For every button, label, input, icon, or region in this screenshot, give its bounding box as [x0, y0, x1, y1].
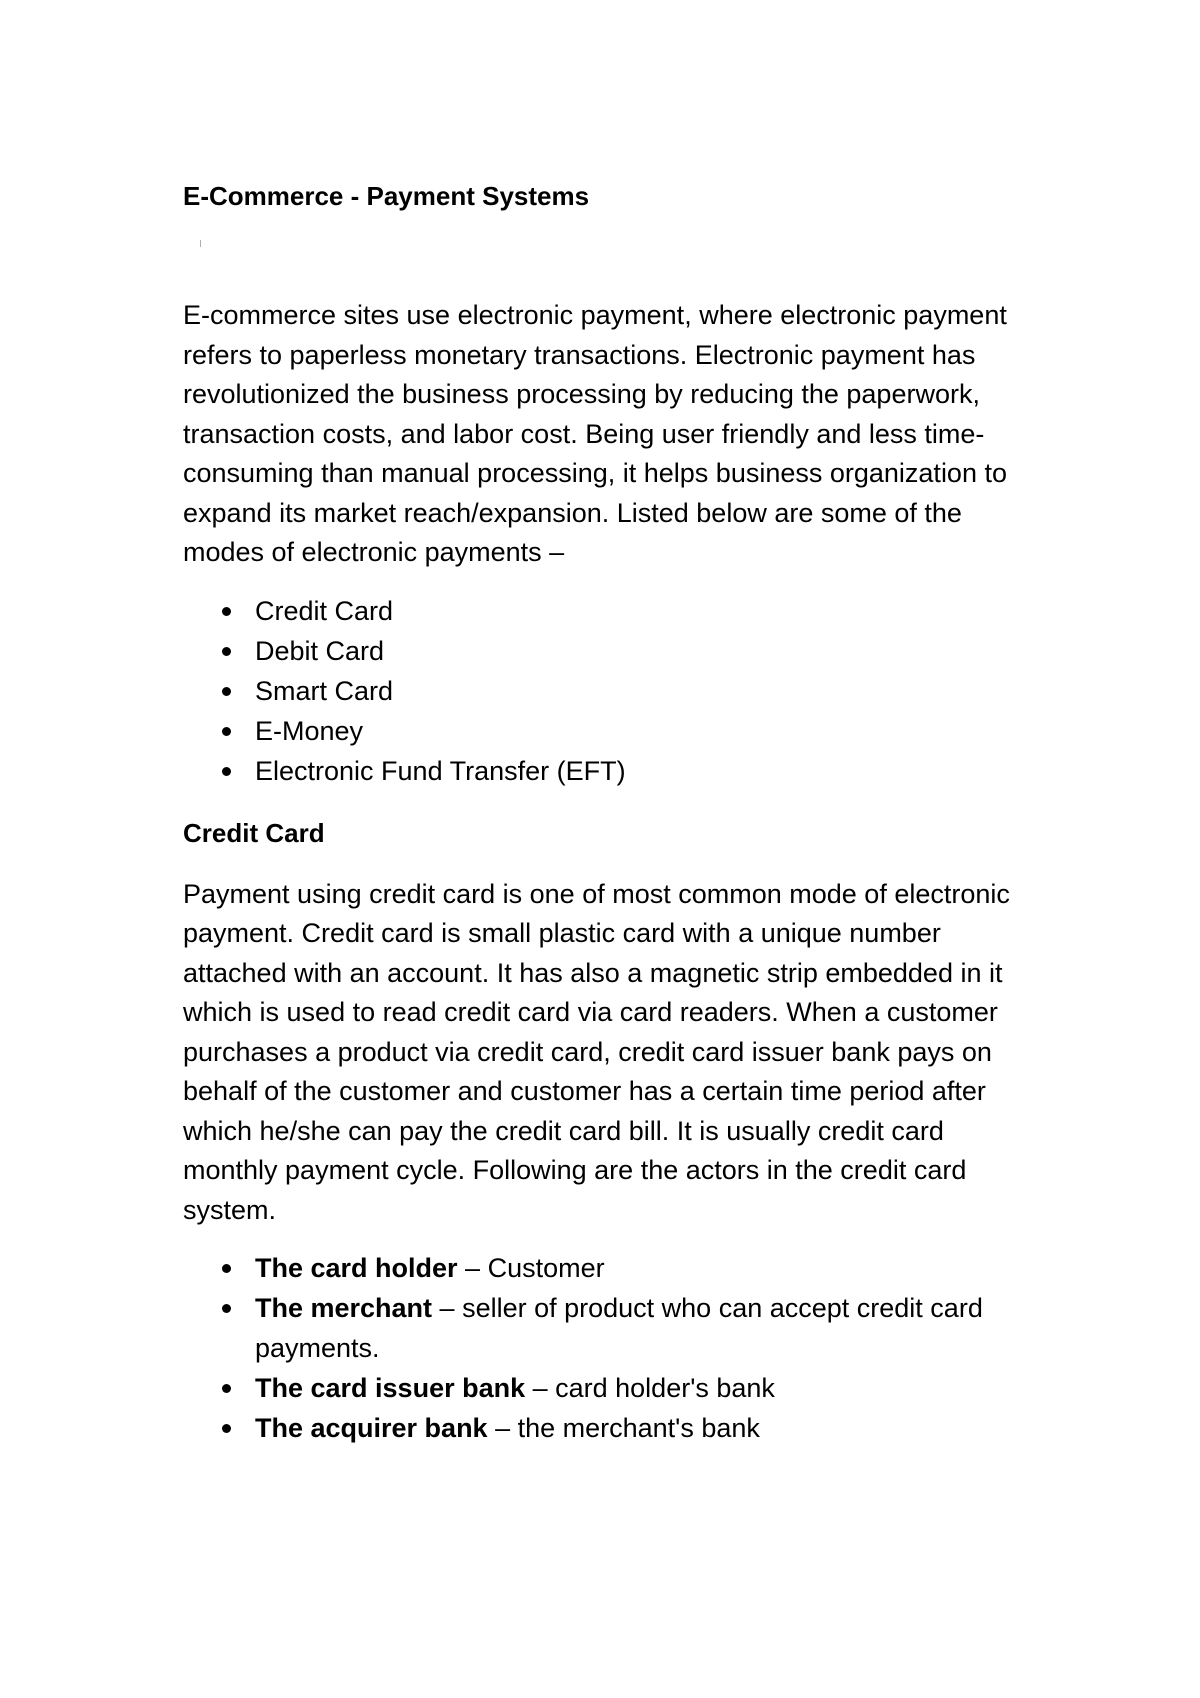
actor-term: The card issuer bank — [255, 1373, 526, 1403]
list-item — [183, 1288, 1025, 1368]
credit-card-paragraph: Payment using credit card is one of most common mode of electronic payment. Credit card is small plastic card with a unique number attached with an account. It has also a magnetic strip embedded in it which is used to read credit card via card readers. When a customer purchases a product via credit card, credit card issuer bank pays on behalf of the customer and customer has a certain time period after which he/she can pay the credit card bill. It is usually credit card monthly payment cycle. Following are the actors in the credit card system. — [183, 878, 1010, 1225]
list-item — [183, 1368, 1025, 1408]
actor-description: – the merchant's bank — [487, 1413, 760, 1443]
intro-paragraph: E-commerce sites use electronic payment, where electronic payment refers to paperless monetary transactions. Electronic payment has revolutionized the business processing by reducing the paperwork, transaction costs, and labor cost. Being user friendly and less time-consuming than manual processing, it helps business organization to expand its market reach/expansion. Listed below are some of the modes of electronic payments – — [183, 300, 1007, 567]
actor-description: – card holder's bank — [525, 1373, 775, 1403]
actor-description: – seller of product who can accept credit card payments. — [255, 1293, 983, 1363]
bullet-icon — [222, 1424, 231, 1433]
bullet-icon — [222, 1384, 231, 1393]
page-title: E-Commerce - Payment Systems — [183, 181, 590, 211]
actor-term: The acquirer bank — [255, 1413, 488, 1443]
list-item — [183, 591, 1043, 631]
list-item — [183, 671, 1043, 711]
list-item — [183, 1408, 1025, 1448]
actor-description: – Customer — [457, 1253, 605, 1283]
bullet-icon — [222, 647, 231, 656]
actors-list — [183, 1248, 1043, 1448]
list-item-label: Debit Card — [255, 635, 385, 666]
section-heading-credit-card: Credit Card — [183, 817, 325, 848]
document-body — [183, 176, 1043, 1448]
actor-term: The merchant — [255, 1293, 433, 1323]
bullet-icon — [222, 687, 231, 696]
bullet-icon — [222, 727, 231, 736]
actor-term: The card holder — [255, 1253, 458, 1283]
list-item — [183, 711, 1043, 751]
bullet-icon — [222, 767, 231, 776]
list-item — [183, 751, 1043, 791]
bullet-icon — [222, 1264, 231, 1273]
bullet-icon — [222, 607, 231, 616]
list-item — [183, 1248, 1025, 1288]
list-item-label: Credit Card — [255, 595, 394, 626]
list-item-label: Electronic Fund Transfer (EFT) — [255, 755, 626, 786]
list-item-label: Smart Card — [255, 675, 394, 706]
bullet-icon — [222, 1304, 231, 1313]
list-item-label: E-Money — [255, 715, 364, 746]
payment-modes-list — [183, 591, 1043, 791]
list-item — [183, 631, 1043, 671]
